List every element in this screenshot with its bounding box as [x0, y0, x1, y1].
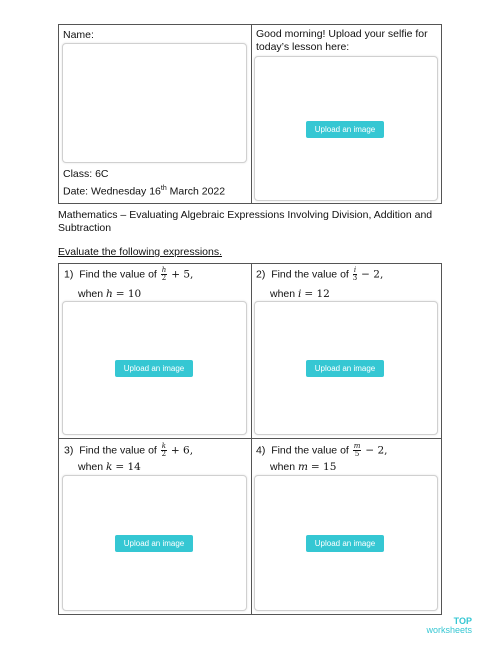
- operation: + 5,: [171, 268, 194, 281]
- instruction-text: Evaluate the following expressions.: [58, 246, 223, 258]
- question-1-when: [78, 288, 141, 301]
- operation: − 2,: [365, 444, 388, 457]
- question-number: 1): [64, 268, 74, 281]
- variable: k: [106, 461, 113, 473]
- fraction-numerator: h: [161, 266, 167, 274]
- question-prefix: Find the value of: [271, 268, 349, 281]
- operation: − 2,: [361, 268, 384, 281]
- when-text: when: [78, 461, 104, 473]
- question-2: [256, 267, 383, 282]
- value: = 14: [115, 461, 141, 473]
- question-2-when: [270, 288, 330, 301]
- selfie-upload-button[interactable]: Upload an image: [306, 121, 384, 138]
- fraction-denominator: 3: [352, 274, 358, 282]
- upload-button-3[interactable]: Upload an image: [115, 535, 193, 552]
- name-input-box[interactable]: [62, 43, 247, 163]
- value: = 12: [304, 288, 330, 300]
- when-text: when: [270, 288, 296, 300]
- variable: i: [298, 288, 302, 300]
- question-number: 3): [64, 444, 74, 457]
- fraction-numerator: k: [161, 442, 166, 450]
- when-text: when: [270, 461, 296, 473]
- fraction: [161, 443, 167, 458]
- date-suffix: March 2022: [166, 185, 226, 198]
- subject-title: Mathematics – Evaluating Algebraic Expressions Involving Division, Addition and Subtraction: [58, 209, 433, 234]
- date-text: [63, 182, 225, 199]
- question-number: 4): [256, 444, 266, 457]
- value: = 10: [115, 288, 142, 300]
- question-3: [64, 443, 193, 458]
- selfie-greeting: Good morning! Upload your selfie for today’s lesson here:: [256, 28, 428, 53]
- topworksheets-logo: [426, 617, 472, 635]
- upload-button-1[interactable]: Upload an image: [115, 360, 193, 377]
- fraction-numerator: m: [353, 442, 361, 450]
- fraction: [353, 443, 362, 458]
- question-number: 2): [256, 268, 266, 281]
- question-1: [64, 267, 193, 282]
- question-3-when: [78, 461, 141, 474]
- question-4-when: [270, 461, 336, 474]
- fraction-denominator: 2: [161, 450, 167, 458]
- question-4: [256, 443, 387, 458]
- date-sup: th: [160, 185, 167, 192]
- logo-bottom: worksheets: [426, 625, 472, 635]
- operation: + 6,: [170, 444, 194, 457]
- variable: h: [106, 288, 113, 300]
- question-prefix: Find the value of: [271, 444, 349, 457]
- when-text: when: [78, 288, 104, 300]
- value: = 15: [310, 461, 337, 473]
- logo-top: TOP: [453, 616, 472, 626]
- fraction-denominator: 2: [161, 274, 167, 282]
- upload-button-4[interactable]: Upload an image: [306, 535, 384, 552]
- date-prefix: Date: Wednesday 16: [63, 185, 161, 198]
- class-text: Class: 6C: [63, 168, 109, 180]
- question-prefix: Find the value of: [79, 268, 157, 281]
- fraction: [161, 267, 168, 282]
- variable: m: [298, 461, 308, 473]
- fraction-numerator: i: [353, 266, 357, 274]
- question-prefix: Find the value of: [79, 444, 157, 457]
- fraction: [353, 267, 357, 282]
- name-label: Name:: [63, 29, 94, 41]
- fraction-denominator: 5: [354, 450, 360, 458]
- upload-button-2[interactable]: Upload an image: [306, 360, 384, 377]
